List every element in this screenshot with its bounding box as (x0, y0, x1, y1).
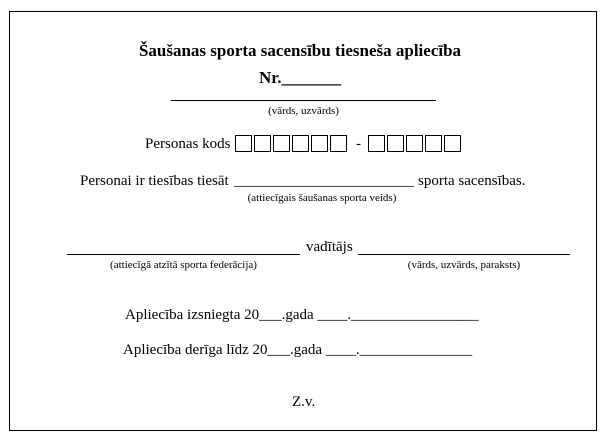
personal-code-separator: - (356, 136, 361, 152)
code-box (273, 135, 290, 152)
code-box (425, 135, 442, 152)
rights-text-prefix: Personai ir tiesības tiesāt (80, 173, 229, 189)
name-line (171, 100, 436, 101)
leader-label: vadītājs (306, 239, 353, 255)
federation-line (67, 254, 300, 255)
rights-text-suffix: sporta sacensības. (418, 173, 526, 189)
code-box (368, 135, 385, 152)
seal-label: Z.v. (292, 394, 316, 410)
personal-code-boxes-first (235, 135, 347, 152)
signature-caption: (vārds, uzvārds, paraksts) (407, 259, 521, 271)
code-box (387, 135, 404, 152)
personal-code-label: Personas kods (145, 136, 231, 152)
federation-caption: (attiecīgā atzītā sporta federācija) (110, 259, 257, 271)
certificate-number: Nr._______ (258, 68, 341, 87)
code-box (292, 135, 309, 152)
sport-type-blank: ________________________ (234, 173, 414, 189)
signature-line (358, 254, 570, 255)
code-box (444, 135, 461, 152)
code-box (406, 135, 423, 152)
certificate-title: Šaušanas sporta sacensību tiesneša apliecība (138, 41, 462, 60)
code-box (254, 135, 271, 152)
code-box (235, 135, 252, 152)
personal-code-boxes-second (368, 135, 461, 152)
sport-type-caption: (attiecīgais šaušanas sporta veids) (247, 192, 397, 204)
name-caption: (vārds, uzvārds) (268, 105, 339, 117)
code-box (330, 135, 347, 152)
issued-line: Apliecība izsniegta 20___.gada ____._________________ (125, 307, 479, 323)
code-box (311, 135, 328, 152)
valid-line: Apliecība derīga līdz 20___.gada ____._______________ (123, 342, 473, 358)
